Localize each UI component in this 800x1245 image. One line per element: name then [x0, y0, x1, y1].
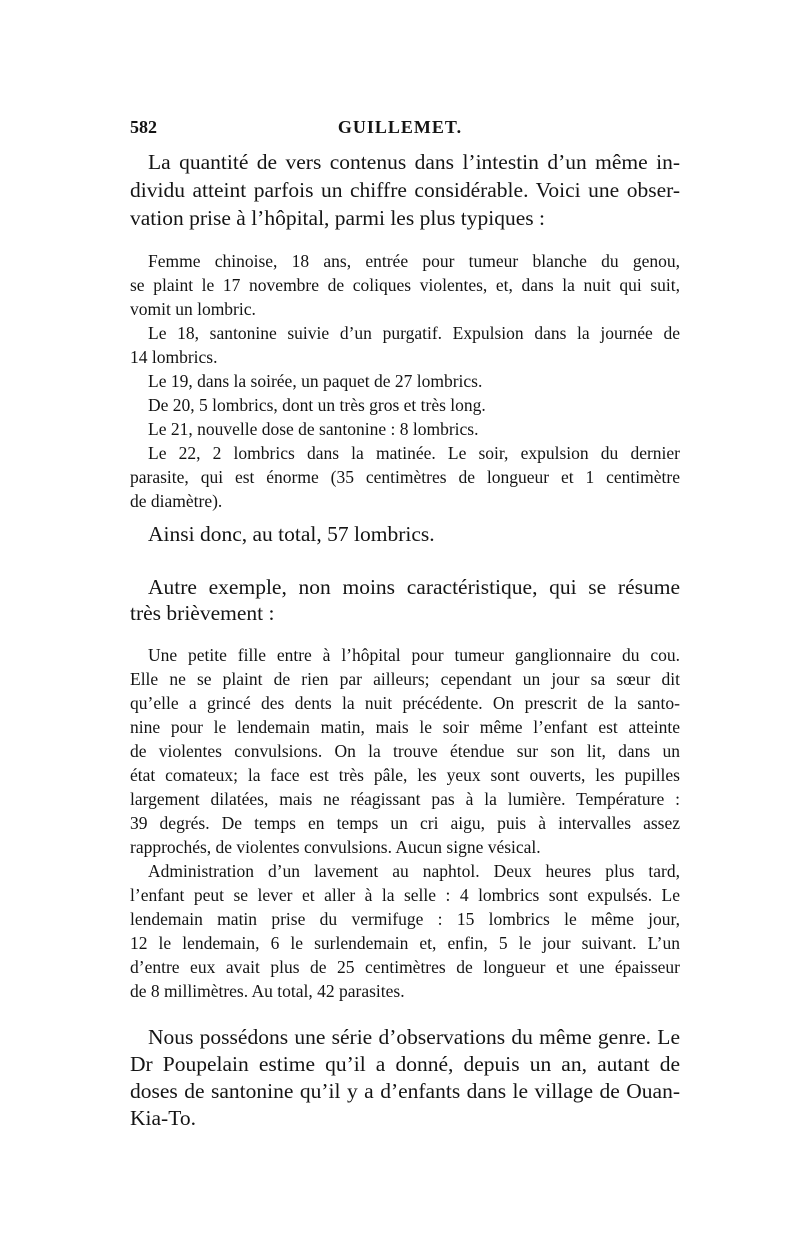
text-line: Le 21, nouvelle dose de santonine : 8 lombrics. — [148, 419, 479, 439]
text-line: Elle ne se plaint de rien par ailleurs; cependant un jour sa sœur dit — [130, 669, 680, 689]
text-line: de violentes convulsions. On la trouve étendue sur son lit, dans un — [130, 741, 680, 761]
text-line: 14 lombrics. — [130, 347, 218, 367]
text-line: Ainsi donc, au total, 57 lombrics. — [148, 522, 435, 546]
text-line: 12 le lendemain, 6 le surlendemain et, enfin, 5 le jour suivant. L’un — [130, 933, 680, 953]
text-line: dividu atteint parfois un chiffre considérable. Voici une obser- — [130, 178, 680, 202]
text-line: La quantité de vers contenus dans l’intestin d’un même in- — [148, 150, 680, 174]
text-line: l’enfant peut se lever et aller à la selle : 4 lombrics sont expulsés. Le — [130, 885, 680, 905]
text-line: Le 22, 2 lombrics dans la matinée. Le soir, expulsion du dernier — [148, 443, 680, 463]
text-line: 39 degrés. De temps en temps un cri aigu, puis à intervalles assez — [130, 813, 680, 833]
text-line: largement dilatées, mais ne réagissant pas à la lumière. Température : — [130, 789, 680, 809]
text-line: doses de santonine qu’il y a d’enfants dans le village de Ouan- — [130, 1079, 680, 1103]
text-line: d’entre eux avait plus de 25 centimètres de longueur et une épaisseur — [130, 957, 680, 977]
text-line: vomit un lombric. — [130, 299, 256, 319]
text-line: Autre exemple, non moins caractéristique, qui se résume — [148, 575, 680, 599]
text-line: Administration d’un lavement au naphtol. Deux heures plus tard, — [148, 861, 680, 881]
text-line: Femme chinoise, 18 ans, entrée pour tumeur blanche du genou, — [148, 251, 680, 271]
text-line: parasite, qui est énorme (35 centimètres de longueur et 1 centimètre — [130, 467, 680, 487]
text-line: qu’elle a grincé des dents la nuit précédente. On prescrit de la santo- — [130, 693, 680, 713]
text-line: lendemain matin prise du vermifuge : 15 lombrics le même jour, — [130, 909, 680, 929]
text-line: De 20, 5 lombrics, dont un très gros et très long. — [148, 395, 486, 415]
text-line: Une petite fille entre à l’hôpital pour tumeur ganglionnaire du cou. — [148, 645, 680, 665]
page-header — [130, 117, 670, 139]
text-line: de 8 millimètres. Au total, 42 parasites. — [130, 981, 405, 1001]
text-line: Nous possédons une série d’observations du même genre. Le — [148, 1025, 680, 1049]
text-line: nine pour le lendemain matin, mais le soir même l’enfant est atteinte — [130, 717, 680, 737]
text-line: Le 19, dans la soirée, un paquet de 27 lombrics. — [148, 371, 483, 391]
text-line: état comateux; la face est très pâle, les yeux sont ouverts, les pupilles — [130, 765, 680, 785]
text-line: rapprochés, de violentes convulsions. Aucun signe vésical. — [130, 837, 541, 857]
page-number: 582 — [130, 117, 157, 137]
text-line: de diamètre). — [130, 491, 223, 511]
text-line: vation prise à l’hôpital, parmi les plus typiques : — [130, 206, 545, 230]
running-head: GUILLEMET. — [337, 117, 463, 137]
text-line: Le 18, santonine suivie d’un purgatif. Expulsion dans la journée de — [148, 323, 680, 343]
text-line: Dr Poupelain estime qu’il a donné, depuis un an, autant de — [130, 1052, 680, 1076]
text-line: très brièvement : — [130, 601, 275, 625]
text-line: Kia-To. — [130, 1106, 196, 1130]
text-line: se plaint le 17 novembre de coliques violentes, et, dans la nuit qui suit, — [130, 275, 680, 295]
